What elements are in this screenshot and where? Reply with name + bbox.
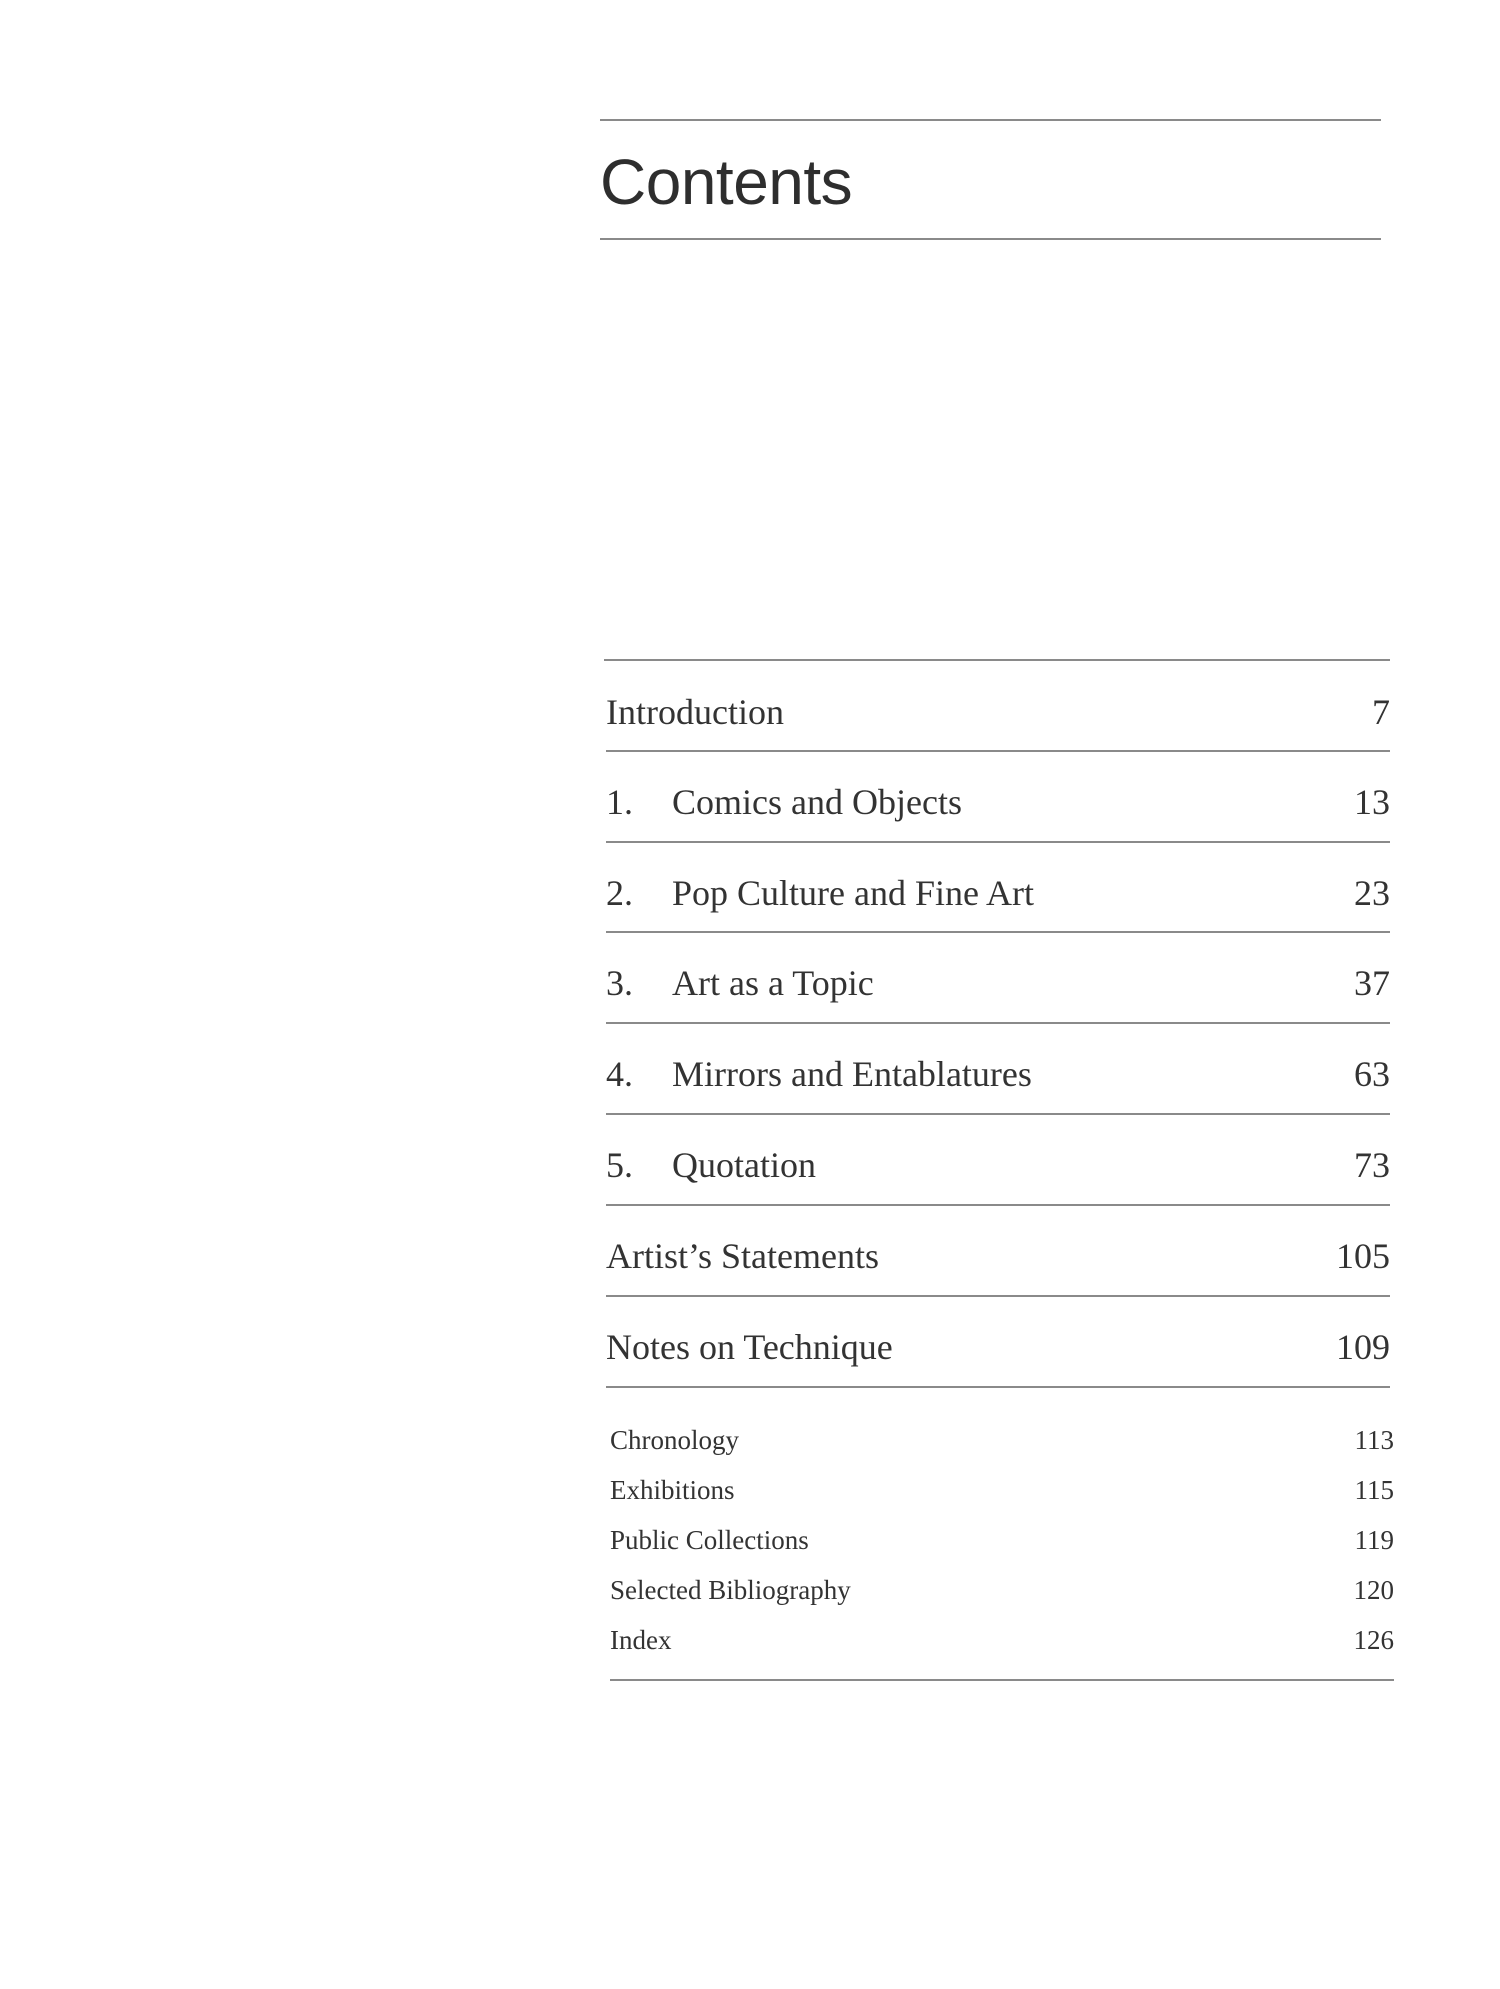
toc-divider — [606, 1022, 1390, 1024]
toc-back-matter-index[interactable] — [610, 1615, 1394, 1665]
toc-back-matter-selected-bibliography[interactable] — [610, 1565, 1394, 1615]
toc-entry-page: 23 — [1354, 873, 1390, 913]
toc-entry-page: 109 — [1336, 1327, 1390, 1367]
toc-entry-page: 37 — [1354, 963, 1390, 1003]
toc-entry-page: 73 — [1354, 1145, 1390, 1185]
toc-divider — [606, 1113, 1390, 1115]
toc-entry-label: Comics and Objects — [672, 782, 962, 822]
toc-entry-label: Introduction — [606, 692, 784, 732]
toc-entry-label: Quotation — [672, 1145, 816, 1185]
toc-back-matter-chronology[interactable] — [610, 1415, 1394, 1465]
toc-back-matter-page: 126 — [1353, 1624, 1394, 1655]
toc-entry-label: Art as a Topic — [672, 963, 874, 1003]
toc-entry-artists-statements[interactable] — [606, 1211, 1390, 1301]
toc-entry-chapter-5[interactable] — [606, 1120, 1390, 1210]
toc-divider — [606, 841, 1390, 843]
toc-entry-page: 7 — [1372, 692, 1390, 732]
toc-entry-label: Pop Culture and Fine Art — [672, 873, 1034, 913]
toc-divider — [606, 1386, 1390, 1388]
toc-entry-number: 1. — [606, 782, 633, 822]
title-bottom-rule — [600, 238, 1381, 240]
toc-back-matter-label: Public Collections — [610, 1524, 809, 1555]
toc-back-matter-page: 115 — [1354, 1474, 1394, 1505]
toc-back-matter-page: 113 — [1354, 1424, 1394, 1455]
page-title: Contents — [600, 146, 853, 218]
toc-divider — [606, 1295, 1390, 1297]
toc-back-matter-page: 119 — [1354, 1524, 1394, 1555]
toc-entry-page: 105 — [1336, 1236, 1390, 1276]
toc-entry-chapter-2[interactable] — [606, 848, 1390, 938]
toc-entry-introduction[interactable] — [606, 667, 1390, 757]
toc-back-matter-label: Exhibitions — [610, 1474, 735, 1505]
toc-entry-chapter-4[interactable] — [606, 1029, 1390, 1119]
toc-divider — [606, 1204, 1390, 1206]
toc-entry-notes-on-technique[interactable] — [606, 1302, 1390, 1392]
toc-entry-chapter-3[interactable] — [606, 938, 1390, 1028]
toc-entry-label: Notes on Technique — [606, 1327, 893, 1367]
toc-entry-number: 3. — [606, 963, 633, 1003]
toc-bottom-rule — [610, 1679, 1394, 1681]
toc-divider — [606, 750, 1390, 752]
title-top-rule — [600, 119, 1381, 121]
toc-entry-number: 2. — [606, 873, 633, 913]
toc-back-matter-label: Index — [610, 1624, 672, 1655]
toc-entry-chapter-1[interactable] — [606, 757, 1390, 847]
toc-entry-number: 4. — [606, 1054, 633, 1094]
toc-top-rule — [604, 659, 1390, 661]
toc-entry-label: Mirrors and Entablatures — [672, 1054, 1032, 1094]
toc-back-matter-label: Selected Bibliography — [610, 1574, 851, 1605]
toc-entry-page: 63 — [1354, 1054, 1390, 1094]
toc-entry-label: Artist’s Statements — [606, 1236, 879, 1276]
toc-entry-page: 13 — [1354, 782, 1390, 822]
toc-back-matter-page: 120 — [1353, 1574, 1394, 1605]
toc-divider — [606, 931, 1390, 933]
toc-back-matter-label: Chronology — [610, 1424, 740, 1455]
toc-back-matter-exhibitions[interactable] — [610, 1465, 1394, 1515]
toc-back-matter-public-collections[interactable] — [610, 1515, 1394, 1565]
toc-entry-number: 5. — [606, 1145, 633, 1185]
